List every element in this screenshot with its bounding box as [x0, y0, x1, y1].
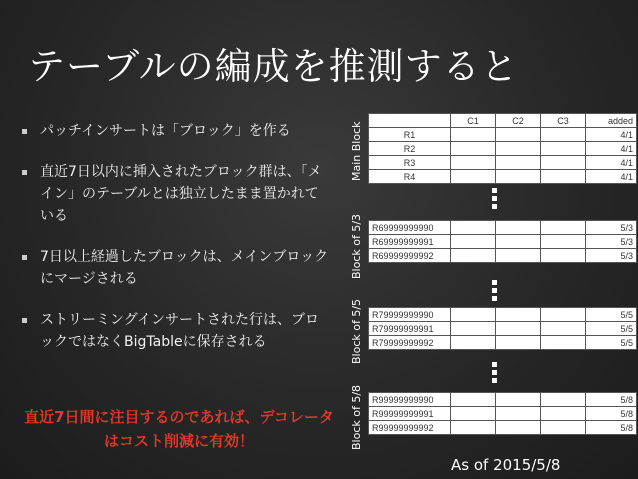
empty-cell: [496, 336, 541, 350]
table-row: [369, 308, 637, 322]
empty-cell: [541, 393, 586, 407]
empty-cell: [541, 128, 586, 142]
row-id-cell: R99999999992: [369, 421, 451, 435]
row-id-cell: R1: [369, 128, 451, 142]
row-id-cell: R79999999991: [369, 322, 451, 336]
table-row: [369, 128, 637, 142]
row-id-cell: R4: [369, 170, 451, 184]
empty-cell: [496, 128, 541, 142]
empty-cell: [451, 142, 496, 156]
block-label: Block of 5/5: [350, 298, 363, 364]
bullet-marker: [22, 255, 27, 260]
empty-cell: [451, 308, 496, 322]
empty-cell: [496, 421, 541, 435]
row-id-cell: R2: [369, 142, 451, 156]
added-cell: 4/1: [586, 156, 637, 170]
table-row: [369, 393, 637, 407]
empty-cell: [451, 336, 496, 350]
empty-cell: [496, 156, 541, 170]
table-row: [369, 407, 637, 421]
block-table: [368, 220, 637, 263]
block-label: Block of 5/3: [350, 213, 363, 279]
empty-cell: [451, 128, 496, 142]
as-of-date: As of 2015/5/8: [451, 456, 561, 474]
ellipsis-dots-icon: [492, 188, 498, 212]
empty-cell: [541, 170, 586, 184]
empty-cell: [451, 407, 496, 421]
empty-cell: [541, 407, 586, 421]
added-cell: 5/8: [586, 393, 637, 407]
empty-cell: [496, 322, 541, 336]
row-id-cell: R99999999991: [369, 407, 451, 421]
table-row: [369, 221, 637, 235]
bullet-text: パッチインサートは「ブロック」を作る: [40, 123, 291, 139]
empty-cell: [451, 170, 496, 184]
bullet-item: [20, 120, 330, 142]
added-cell: 4/1: [586, 170, 637, 184]
main-block-table: [368, 113, 637, 184]
empty-cell: [541, 221, 586, 235]
bullet-text: 直近7日以内に挿入されたブロック群は、「メイン」のテーブルとは独立したまま置かれている: [40, 164, 322, 224]
bullet-marker: [22, 170, 27, 175]
table-row: [369, 156, 637, 170]
row-id-cell: R79999999992: [369, 336, 451, 350]
added-cell: 5/5: [586, 308, 637, 322]
empty-cell: [496, 249, 541, 263]
header-cell: C1: [451, 114, 496, 128]
empty-cell: [451, 249, 496, 263]
bullet-marker: [22, 318, 27, 323]
row-id-cell: R79999999990: [369, 308, 451, 322]
bullet-item: [20, 161, 330, 227]
empty-cell: [496, 235, 541, 249]
added-cell: 5/5: [586, 322, 637, 336]
ellipsis-dots-icon: [492, 362, 498, 386]
empty-cell: [496, 308, 541, 322]
ellipsis-dots-icon: [492, 280, 498, 304]
empty-cell: [541, 249, 586, 263]
bullet-text: 7日以上経過したブロックは、メインブロックにマージされる: [40, 249, 329, 287]
header-cell: C2: [496, 114, 541, 128]
empty-cell: [451, 322, 496, 336]
table-row: [369, 421, 637, 435]
row-id-cell: R3: [369, 156, 451, 170]
added-cell: 5/3: [586, 249, 637, 263]
added-cell: 5/8: [586, 407, 637, 421]
row-id-cell: R69999999990: [369, 221, 451, 235]
empty-cell: [496, 407, 541, 421]
block-label: Block of 5/8: [350, 384, 363, 450]
added-cell: 5/8: [586, 421, 637, 435]
table-row: [369, 170, 637, 184]
bullet-item: [20, 246, 330, 290]
table-row: [369, 249, 637, 263]
header-cell: added: [586, 114, 637, 128]
slide-title: テーブルの編成を推測すると: [28, 45, 519, 88]
table-row: [369, 336, 637, 350]
table-row: [369, 142, 637, 156]
empty-cell: [451, 235, 496, 249]
empty-cell: [451, 156, 496, 170]
empty-cell: [496, 142, 541, 156]
block-table: [368, 307, 637, 350]
callout-text: 直近7日間に注目するのであれば、デコレータはコスト削減に有効！: [24, 408, 334, 450]
empty-cell: [496, 221, 541, 235]
empty-cell: [541, 235, 586, 249]
empty-cell: [451, 421, 496, 435]
bullet-item: [20, 309, 330, 353]
added-cell: 4/1: [586, 142, 637, 156]
empty-cell: [541, 336, 586, 350]
bullet-marker: [22, 129, 27, 134]
empty-cell: [541, 421, 586, 435]
header-cell: C3: [541, 114, 586, 128]
row-id-cell: R69999999991: [369, 235, 451, 249]
row-id-cell: R69999999992: [369, 249, 451, 263]
block-table: [368, 392, 637, 435]
row-id-cell: R99999999990: [369, 393, 451, 407]
added-cell: 5/3: [586, 221, 637, 235]
empty-cell: [541, 142, 586, 156]
empty-cell: [541, 308, 586, 322]
header-cell: [369, 114, 451, 128]
added-cell: 5/5: [586, 336, 637, 350]
table-row: [369, 322, 637, 336]
added-cell: 5/3: [586, 235, 637, 249]
main-block-label: Main Block: [350, 121, 363, 181]
empty-cell: [496, 170, 541, 184]
empty-cell: [451, 393, 496, 407]
added-cell: 4/1: [586, 128, 637, 142]
empty-cell: [451, 221, 496, 235]
empty-cell: [541, 156, 586, 170]
table-row: [369, 235, 637, 249]
empty-cell: [496, 393, 541, 407]
table-header-row: [369, 114, 637, 128]
empty-cell: [541, 322, 586, 336]
bullet-text: ストリーミングインサートされた行は、ブロックではなくBigTableに保存される: [40, 312, 320, 350]
bullet-list: [20, 120, 330, 372]
